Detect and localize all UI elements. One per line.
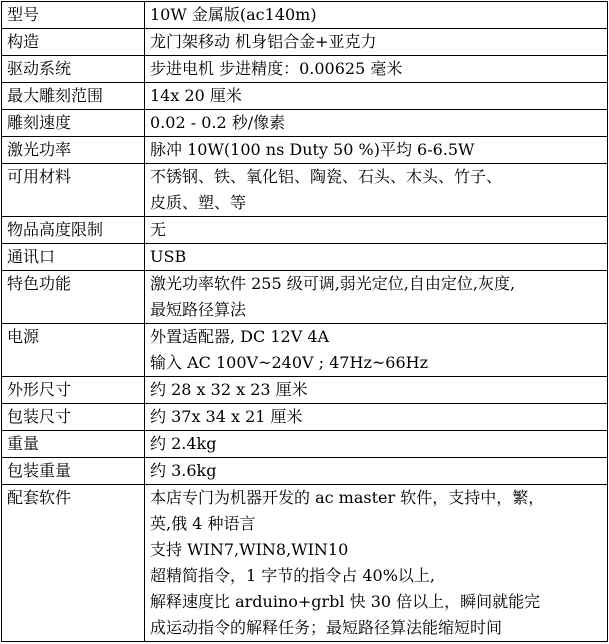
spec-row [2,137,608,164]
spec-value-line: 步进电机 步进精度：0.00625 毫米 [150,59,403,78]
spec-row [2,377,608,404]
spec-value [145,431,608,458]
spec-value [145,271,608,324]
spec-label: 型号 [2,2,145,29]
spec-label: 构造 [2,29,145,56]
spec-label: 通讯口 [2,244,145,271]
spec-value-line: 不锈钢、铁、氧化铝、陶瓷、石头、木头、竹子、 [150,167,503,186]
spec-value-line: 约 2.4kg [150,434,217,453]
spec-row [2,271,608,324]
spec-row [2,29,608,56]
spec-label: 雕刻速度 [2,110,145,137]
spec-value [145,217,608,244]
spec-row [2,244,608,271]
spec-label: 重量 [2,431,145,458]
spec-label: 物品高度限制 [2,217,145,244]
spec-row [2,485,608,642]
spec-value-line: 龙门架移动 机身铝合金+亚克力 [150,32,377,51]
spec-label: 最大雕刻范围 [2,83,145,110]
spec-value-line: 脉冲 10W(100 ns Duty 50 %)平均 6-6.5W [150,140,475,159]
spec-value [145,324,608,377]
spec-value [145,458,608,485]
spec-value [145,377,608,404]
spec-label: 包装重量 [2,458,145,485]
spec-value-line: 本店专门为机器开发的 ac master 软件，支持中，繁， [150,488,545,507]
spec-value-line: 解释速度比 arduino+grbl 快 30 倍以上，瞬间就能完 [150,592,541,611]
spec-value-line: 0.02 - 0.2 秒/像素 [150,113,286,132]
spec-value [145,2,608,29]
spec-table [1,1,608,642]
spec-label: 特色功能 [2,271,145,324]
spec-label: 配套软件 [2,485,145,642]
spec-value-line: 约 37x 34 x 21 厘米 [150,407,303,426]
spec-value-line: 10W 金属版(ac140m) [150,5,317,24]
spec-value-line: 14x 20 厘米 [150,86,242,105]
spec-value [145,404,608,431]
spec-label: 外形尺寸 [2,377,145,404]
spec-value-line: 外置适配器, DC 12V 4A [150,327,330,346]
spec-value-line: 约 28 x 32 x 23 厘米 [150,380,308,399]
spec-value [145,56,608,83]
spec-row [2,217,608,244]
spec-value-line: 支持 WIN7,WIN8,WIN10 [150,540,349,559]
spec-row [2,404,608,431]
spec-value [145,137,608,164]
spec-value-line: 英,俄 4 种语言 [150,514,256,533]
spec-value-line: 皮质、塑、等 [150,193,247,212]
spec-value-line: 输入 AC 100V~240V ; 47Hz~66Hz [150,353,429,372]
spec-value [145,83,608,110]
spec-value-line: USB [150,247,187,266]
spec-value [145,244,608,271]
spec-value [145,164,608,217]
spec-value-line: 最短路径算法 [150,300,247,319]
spec-row [2,2,608,29]
spec-value-line: 激光功率软件 255 级可调,弱光定位,自由定位,灰度, [150,274,516,293]
spec-label: 电源 [2,324,145,377]
spec-value [145,110,608,137]
spec-row [2,458,608,485]
spec-value [145,485,608,642]
spec-label: 包装尺寸 [2,404,145,431]
spec-label: 驱动系统 [2,56,145,83]
spec-value-line: 无 [150,220,167,239]
spec-row [2,164,608,217]
spec-table-body [2,2,608,642]
spec-row [2,110,608,137]
spec-row [2,324,608,377]
spec-row [2,56,608,83]
spec-row [2,83,608,110]
spec-label: 激光功率 [2,137,145,164]
spec-value-line: 约 3.6kg [150,461,217,480]
spec-row [2,431,608,458]
spec-value [145,29,608,56]
spec-label: 可用材料 [2,164,145,217]
spec-value-line: 成运动指令的解释任务；最短路径算法能缩短时间 [150,618,503,637]
spec-value-line: 超精简指令，1 字节的指令占 40%以上, [150,566,436,585]
